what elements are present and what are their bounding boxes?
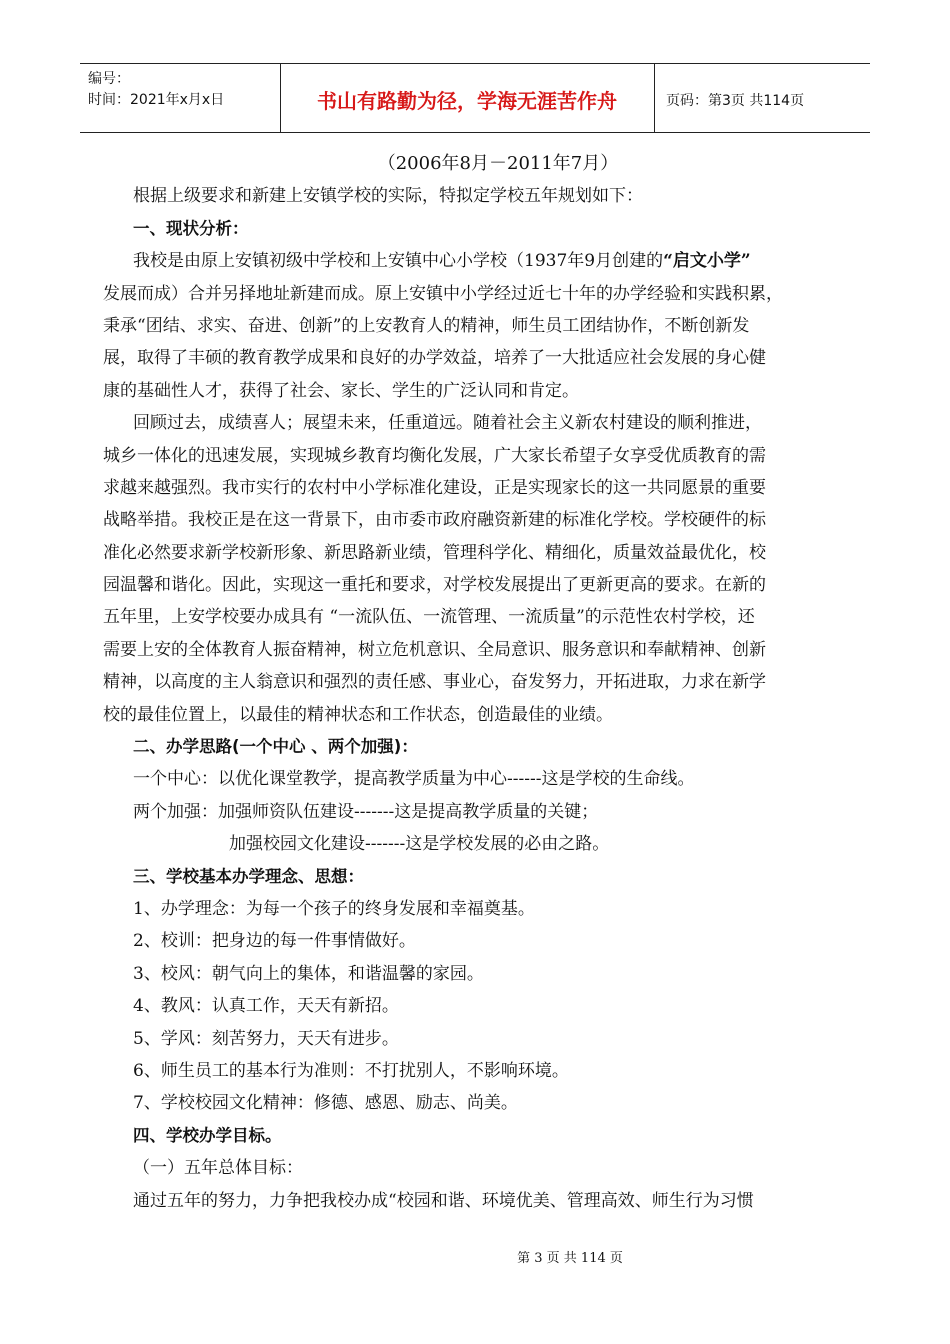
para1-line: 展，取得了丰硕的教育教学成果和良好的办学效益，培养了一大批适应社会发展的身心健	[103, 348, 766, 369]
section-2-title: 二、办学思路(一个中心 、两个加强)：	[133, 737, 418, 757]
para2-line: 精神，以高度的主人翁意识和强烈的责任感、事业心，奋发努力，开拓进取，力求在新学	[103, 672, 766, 693]
para2-line: 园温馨和谐化。因此，实现这一重托和要求，对学校发展提出了更新更高的要求。在新的	[103, 575, 766, 596]
header-meta-cell	[80, 64, 281, 132]
principle-item: 6、师生员工的基本行为准则：不打扰别人，不影响环境。	[133, 1060, 569, 1081]
para2-line: 战略举措。我校正是在这一背景下，由市委市政府融资新建的标准化学校。学校硬件的标	[103, 510, 766, 531]
principle-item: 3、校风：朝气向上的集体，和谐温馨的家园。	[133, 963, 484, 984]
para1-line: 我校是由原上安镇初级中学校和上安镇中心小学校（1937年9月创建的“启文小学”	[133, 251, 751, 272]
para2-line: 城乡一体化的迅速发展，实现城乡教育均衡化发展，广大家长希望子女享受优质教育的需	[103, 445, 766, 466]
qiwen-school-name: “启文小学”	[663, 251, 751, 272]
motto-text: 书山有路勤为径，学海无涯苦作舟	[280, 64, 655, 132]
section-4-title: 四、学校办学目标。	[133, 1125, 282, 1145]
principle-item: 4、教风：认真工作，天天有新招。	[133, 996, 399, 1017]
para2-line: 回顾过去，成绩喜人；展望未来，任重道远。随着社会主义新农村建设的顺利推进，	[133, 413, 762, 434]
section-4-subtitle: （一）五年总体目标：	[133, 1158, 303, 1179]
section-3-title: 三、学校基本办学理念、思想：	[133, 866, 364, 886]
document-body	[103, 148, 863, 1217]
number-label: 编号：	[88, 71, 130, 87]
campus-culture-line: 加强校园文化建设-------这是学校发展的必由之路。	[229, 834, 610, 855]
para2-line: 准化必然要求新学校新形象、新思路新业绩，管理科学化、精细化，质量效益最优化，校	[103, 542, 766, 563]
date-range: （2006年8月－2011年7月）	[377, 153, 619, 174]
two-strengthen-line: 两个加强：加强师资队伍建设-------这是提高教学质量的关键；	[133, 801, 599, 822]
para1-line: 秉承“团结、求实、奋进、创新”的上安教育人的精神，师生员工团结协作，不断创新发	[103, 315, 750, 336]
section-1-title: 一、现状分析：	[133, 218, 249, 238]
time-label: 时间：2021年x月x日	[88, 92, 225, 108]
page-info: 页码：第3页 共114页	[666, 93, 805, 109]
para2-line: 求越来越强烈。我市实行的农村中小学标准化建设，正是实现家长的这一共同愿景的重要	[103, 477, 766, 498]
para1-line: 康的基础性人才，获得了社会、家长、学生的广泛认同和肯定。	[103, 380, 579, 401]
page-footer: 第 3 页 共 114 页	[517, 1251, 623, 1266]
header-table	[80, 63, 870, 133]
one-center-line: 一个中心：以优化课堂教学，提高教学质量为中心------这是学校的生命线。	[133, 769, 695, 790]
para2-line: 五年里，上安学校要办成具有 “一流队伍、一流管理、一流质量”的示范性农村学校，还	[103, 607, 755, 628]
para2-line: 校的最佳位置上，以最佳的精神状态和工作状态，创造最佳的业绩。	[103, 704, 613, 725]
intro-line: 根据上级要求和新建上安镇学校的实际，特拟定学校五年规划如下：	[133, 186, 643, 207]
section-4-paragraph: 通过五年的努力，力争把我校办成“校园和谐、环境优美、管理高效、师生行为习惯	[133, 1190, 754, 1211]
principle-item: 7、学校校园文化精神：修德、感恩、励志、尚美。	[133, 1093, 518, 1114]
principle-item: 5、学风：刻苦努力，天天有进步。	[133, 1028, 399, 1049]
para2-line: 需要上安的全体教育人振奋精神，树立危机意识、全局意识、服务意识和奉献精神、创新	[103, 639, 766, 660]
para1-line: 发展而成）合并另择地址新建而成。原上安镇中小学经过近七十年的办学经验和实践积累，	[103, 283, 783, 304]
principle-item: 1、办学理念：为每一个孩子的终身发展和幸福奠基。	[133, 898, 535, 919]
principle-item: 2、校训：把身边的每一件事情做好。	[133, 931, 416, 952]
